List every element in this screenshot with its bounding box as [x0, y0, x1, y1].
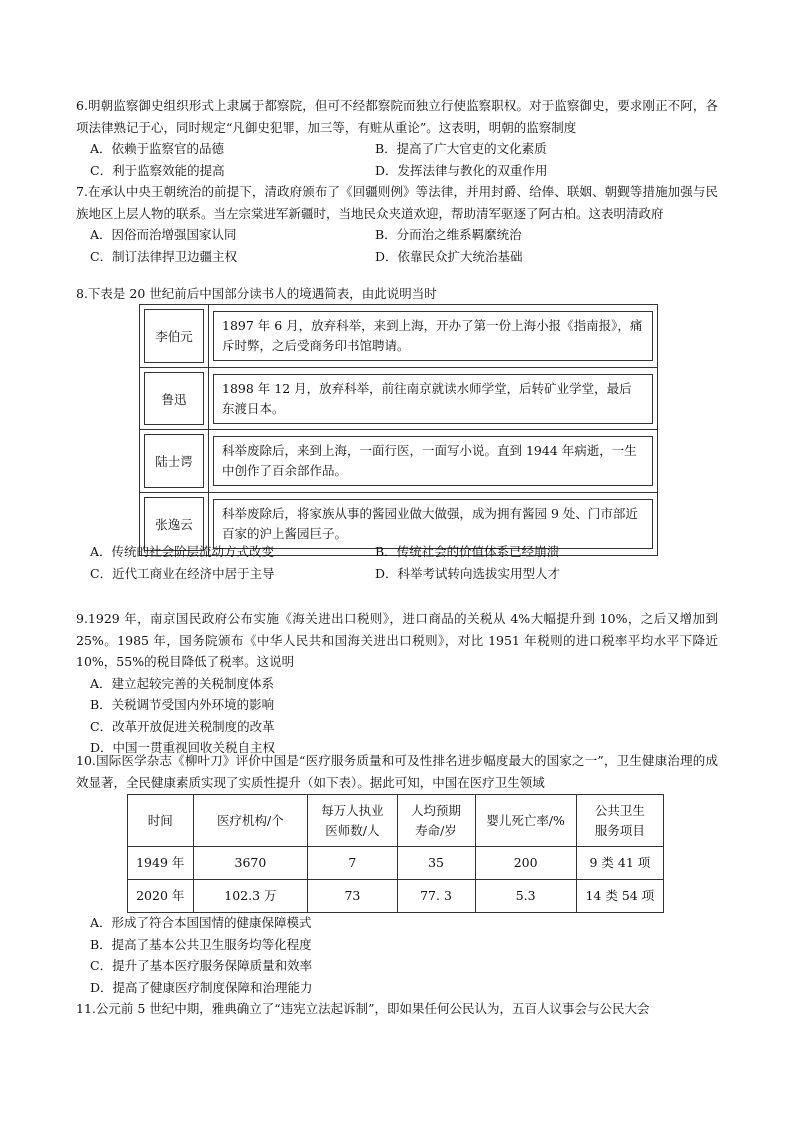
column-header: 婴儿死亡率/%	[475, 795, 576, 847]
question-6	[76, 95, 718, 181]
option-b[interactable]: B．分而治之维系羁縻统治	[375, 227, 522, 242]
table-cell: 9 类 41 项	[576, 847, 663, 880]
question-6-stem: 6.明朝监察御史组织形式上隶属于都察院，但可不经都察院而独立行使监察职权。对于监察御史，要求刚正不阿，各项法律熟记于心，同时规定“凡御史犯罪，加三等，有赃从重论”。这表明，明朝的监察制度	[76, 98, 718, 135]
table-cell: 7	[308, 847, 397, 880]
option-d[interactable]: D．科举考试转向选拔实用型人才	[375, 565, 561, 581]
table-row	[128, 847, 664, 880]
question-7	[76, 181, 718, 267]
column-header: 公共卫生 服务项目	[576, 795, 663, 847]
question-10-options	[76, 912, 718, 998]
option-d[interactable]: D．发挥法律与教化的双重作用	[375, 162, 548, 178]
person-description: 1898 年 12 月，放弃科举，前往南京就读水师学堂，后转矿业学堂，最后东渡日本。	[213, 374, 653, 424]
option-c[interactable]: C．提升了基本医疗服务保障质量和效率	[90, 958, 313, 973]
question-9	[76, 608, 718, 759]
question-7-stem: 7.在承认中央王朝统治的前提下，清政府颁布了《回疆则例》等法律，并用封爵、给俸、联姻、朝觐等措施加强与民族地区上层人物的联系。当左宗棠进军新疆时，当地民众夹道欢迎，帮助清军驱逐了阿古柏。这表明清政府	[76, 184, 718, 221]
option-d[interactable]: D．中国一贯重视回收关税自主权	[90, 740, 276, 755]
option-d[interactable]: D．提高了健康医疗制度保障和治理能力	[90, 979, 313, 995]
option-c[interactable]: C．改革开放促进关税制度的改革	[90, 718, 275, 734]
table-cell: 200	[475, 847, 576, 880]
question-7-options	[76, 224, 718, 267]
option-a[interactable]: A．依赖于监察官的品德	[90, 141, 225, 156]
option-d[interactable]: D．依靠民众扩大统治基础	[375, 248, 523, 264]
person-name: 张逸云	[144, 497, 204, 551]
option-a[interactable]: A．建立起较完善的关税制度体系	[90, 675, 275, 691]
question-8-stem: 8.下表是 20 世纪前后中国部分读书人的境遇简表，由此说明当时	[76, 286, 437, 301]
table-row	[140, 305, 658, 368]
option-c[interactable]: C．利于监察效能的提高	[90, 162, 225, 178]
question-11-stem: 11.公元前 5 世纪中期，雅典确立了“违宪立法起诉制”，即如果任何公民认为，五百人议事会与公民大会	[76, 1001, 650, 1016]
question-8-options	[76, 541, 718, 584]
option-b[interactable]: B．提高了广大官吏的文化素质	[375, 141, 547, 156]
table-cell: 5.3	[475, 880, 576, 913]
person-description: 科举废除后，来到上海，一面行医，一面写小说。直到 1944 年病逝，一生中创作了百余部作品。	[213, 436, 653, 486]
question-9-stem: 9.1929 年，南京国民政府公布实施《海关进出口税则》，进口商品的关税从 4%大幅提升到 10%，之后又增加到 25%。1985 年，国务院颁布《中华人民共和国海关进出口税则》，对比 1951 年税则的进口税率平均水平下降近 10%，55%的税目降低了税率。这说明	[76, 611, 718, 669]
question-6-options	[76, 138, 718, 181]
table-cell: 77. 3	[397, 880, 475, 913]
column-header: 每万人执业 医师数/人	[308, 795, 397, 847]
question-8	[76, 283, 718, 305]
option-a[interactable]: A．传统的社会阶层流动方式改变	[90, 544, 275, 559]
table-cell: 73	[308, 880, 397, 913]
option-b[interactable]: B．传统社会的价值体系已经崩溃	[375, 544, 560, 559]
table-row	[140, 368, 658, 430]
person-name: 李伯元	[144, 309, 204, 363]
table-cell: 3670	[193, 847, 308, 880]
table-row	[140, 430, 658, 493]
option-a[interactable]: A．因俗而治增强国家认同	[90, 227, 237, 242]
column-header: 医疗机构/个	[193, 795, 308, 847]
option-b[interactable]: B．关税调节受国内外环境的影响	[90, 697, 275, 712]
question-11	[76, 998, 718, 1020]
person-name: 鲁迅	[144, 372, 204, 425]
question-8-table	[139, 304, 658, 556]
column-header: 时间	[128, 795, 194, 847]
question-10	[76, 750, 718, 793]
person-description: 1897 年 6 月，放弃科举，来到上海，开办了第一份上海小报《指南报》，痛斥时弊，之后受商务印书馆聘请。	[213, 311, 653, 361]
column-header: 人均预期 寿命/岁	[397, 795, 475, 847]
option-c[interactable]: C．制订法律捍卫边疆主权	[90, 248, 238, 264]
table-header-row	[128, 795, 664, 847]
option-c[interactable]: C．近代工商业在经济中居于主导	[90, 565, 275, 581]
table-cell: 1949 年	[128, 847, 194, 880]
option-a[interactable]: A．形成了符合本国国情的健康保障模式	[90, 915, 312, 930]
table-cell: 35	[397, 847, 475, 880]
table-row	[128, 880, 664, 913]
table-cell: 102.3 万	[193, 880, 308, 913]
table-cell: 2020 年	[128, 880, 194, 913]
option-b[interactable]: B．提高了基本公共卫生服务均等化程度	[90, 936, 312, 952]
question-10-table	[127, 794, 664, 913]
table-cell: 14 类 54 项	[576, 880, 663, 913]
person-description: 科举废除后，将家族从事的酱园业做大做强，成为拥有酱园 9 处、门市部近百家的沪上酱园巨子。	[213, 499, 653, 549]
question-10-stem: 10.国际医学杂志《柳叶刀》评价中国是“医疗服务质量和可及性排名进步幅度最大的国家之一”，卫生健康治理的成效显著，全民健康素质实现了实质性提升（如下表）。据此可知，中国在医疗卫生领域	[76, 753, 718, 790]
person-name: 陆士谔	[144, 434, 204, 488]
